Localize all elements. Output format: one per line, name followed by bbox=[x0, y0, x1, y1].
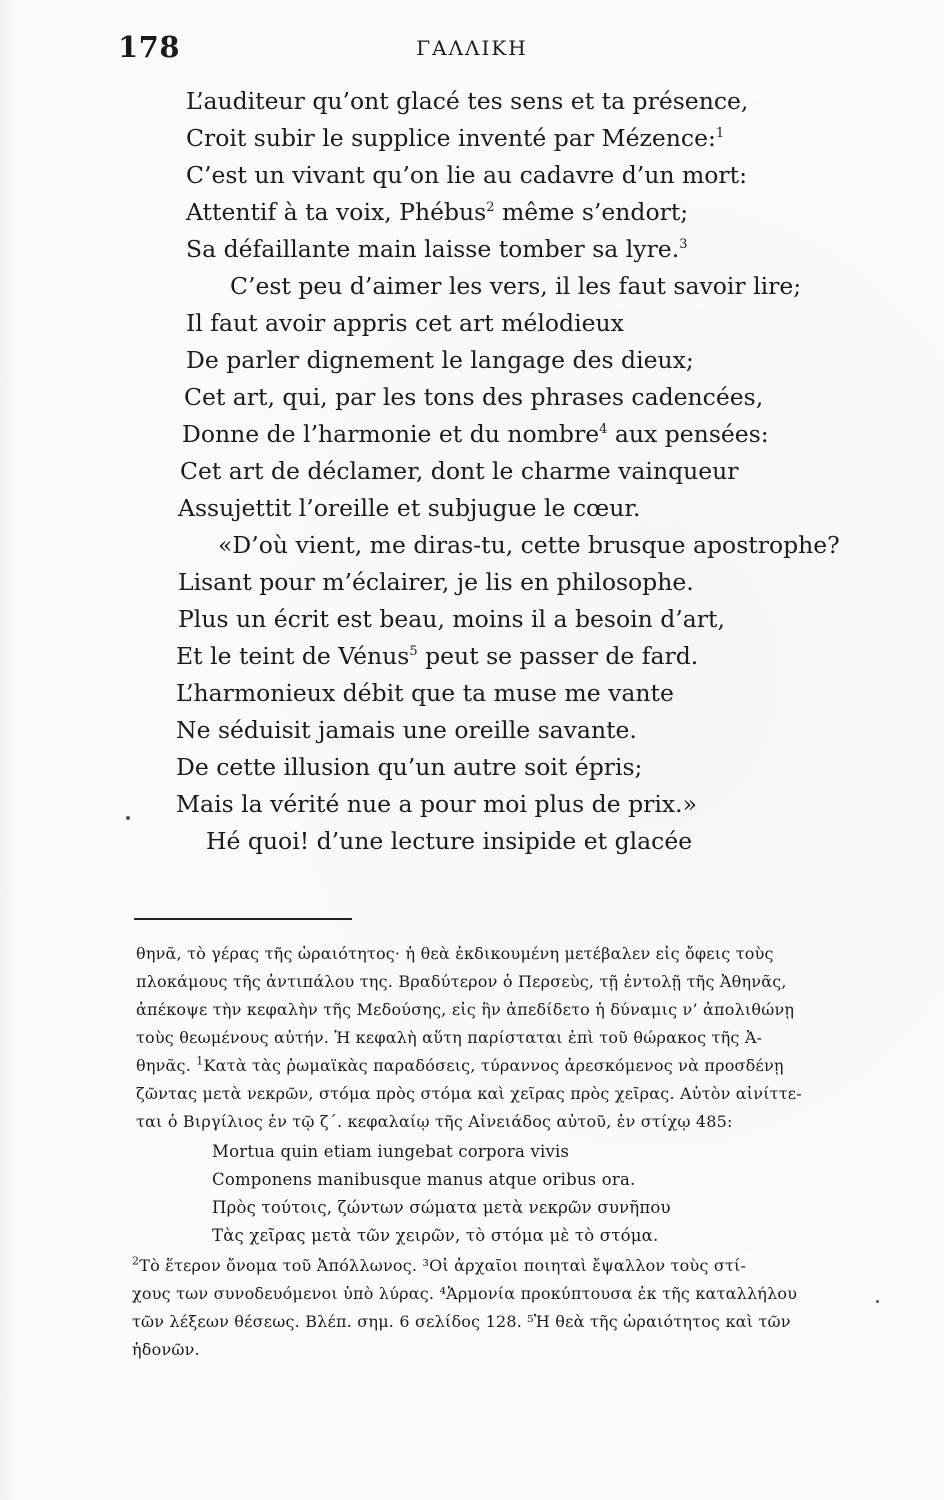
footnote-line: θηνᾶς. $^1$Κατὰ τὰς ῥωμαϊκὰς παραδόσεις, τύραννος ἀρεσκόμενος νὰ προσδένῃ bbox=[136, 1054, 784, 1075]
verse-line: «D’où vient, me diras-tu, cette brusque apostrophe? bbox=[218, 531, 840, 559]
paper-speck bbox=[876, 1300, 879, 1303]
running-title: ΓΑΛΛΙΚΗ bbox=[416, 36, 528, 60]
verse-line: Mais la vérité nue a pour moi plus de prix.» bbox=[176, 790, 697, 818]
verse-line: Il faut avoir appris cet art mélodieux bbox=[186, 309, 624, 337]
verse-line: Et le teint de Vénus$^5$ peut se passer de fard. bbox=[176, 642, 699, 670]
verse-line: Lisant pour m’éclairer, je lis en philosophe. bbox=[178, 568, 694, 596]
verse-line: Cet art de déclamer, dont le charme vainqueur bbox=[180, 457, 739, 485]
verse-line: L’auditeur qu’ont glacé tes sens et ta présence, bbox=[186, 87, 749, 115]
verse-line: L’harmonieux débit que ta muse me vante bbox=[176, 679, 674, 707]
verse-line: De cette illusion qu’un autre soit épris; bbox=[176, 753, 643, 781]
footnote-line: ἡδονῶν. bbox=[132, 1340, 200, 1359]
verse-line: Hé quoi! d’une lecture insipide et glacée bbox=[206, 827, 693, 855]
footnote-line: τοὺς θεωμένους αὐτήν. Ἡ κεφαλὴ αὕτη παρίσταται ἐπὶ τοῦ θώρακος τῆς Ἀ- bbox=[136, 1028, 763, 1047]
verse-line: Cet art, qui, par les tons des phrases cadencées, bbox=[184, 383, 764, 411]
footnote-line: ἀπέκοψε τὴν κεφαλὴν τῆς Μεδούσης, εἰς ἣν ἀπεδίδετο ἡ δύναμις ν’ ἀπολιθώνῃ bbox=[136, 1000, 795, 1019]
footnote-line: $^2$Τὸ ἕτερον ὄνομα τοῦ Ἀπόλλωνος. ³Οἱ ἀρχαῖοι ποιηταὶ ἔψαλλον τοὺς στί- bbox=[132, 1254, 747, 1275]
greek-quote-line: Τὰς χεῖρας μετὰ τῶν χειρῶν, τὸ στόμα μὲ τὸ στόμα. bbox=[212, 1226, 659, 1245]
footnote-line: τῶν λέξεων θέσεως. Βλέπ. σημ. 6 σελίδος 128. ⁵Ἡ θεὰ τῆς ὡραιότητος καὶ τῶν bbox=[132, 1312, 791, 1331]
verse-line: De parler dignement le langage des dieux; bbox=[186, 346, 694, 374]
latin-quote-line: Componens manibusque manus atque oribus ora. bbox=[212, 1170, 636, 1189]
footnote-line: ται ὁ Βιργίλιος ἐν τῷ ζ΄. κεφαλαίῳ τῆς Αἰνειάδος αὐτοῦ, ἐν στίχῳ 485: bbox=[136, 1112, 733, 1131]
latin-quote-line: Mortua quin etiam iungebat corpora vivis bbox=[212, 1142, 570, 1161]
verse-line: Assujettit l’oreille et subjugue le cœur. bbox=[178, 494, 641, 522]
verse-line: Donne de l’harmonie et du nombre$^4$ aux pensées: bbox=[182, 420, 769, 448]
verse-line: Attentif à ta voix, Phébus$^2$ même s’endort; bbox=[186, 198, 689, 226]
verse-line: C’est peu d’aimer les vers, il les faut savoir lire; bbox=[230, 272, 802, 300]
verse-line: C’est un vivant qu’on lie au cadavre d’un mort: bbox=[186, 161, 748, 189]
verse-line: Ne séduisit jamais une oreille savante. bbox=[176, 716, 637, 744]
page-number: 178 bbox=[118, 30, 181, 64]
footnote-rule bbox=[134, 918, 352, 920]
footnote-line: πλοκάμους τῆς ἀντιπάλου της. Βραδύτερον ὁ Περσεὺς, τῇ ἐντολῇ τῆς Ἀθηνᾶς, bbox=[136, 972, 787, 991]
footnote-line: χους των συνοδευόμενοι ὑπὸ λύρας. ⁴Ἁρμονία προκύπτουσα ἐκ τῆς καταλλήλου bbox=[132, 1284, 798, 1303]
verse-line: Plus un écrit est beau, moins il a besoin d’art, bbox=[178, 605, 725, 633]
greek-quote-line: Πρὸς τούτοις, ζώντων σώματα μετὰ νεκρῶν συνῆπου bbox=[212, 1198, 671, 1217]
footnote-line: θηνᾶ, τὸ γέρας τῆς ὡραιότητος· ἡ θεὰ ἐκδικουμένη μετέβαλεν εἰς ὄφεις τοὺς bbox=[136, 944, 774, 963]
paper-speck bbox=[126, 816, 130, 820]
verse-line: Croit subir le supplice inventé par Mézence:$^1$ bbox=[186, 124, 725, 152]
verse-line: Sa défaillante main laisse tomber sa lyre.$^3$ bbox=[186, 235, 688, 263]
footnote-line: ζῶντας μετὰ νεκρῶν, στόμα πρὸς στόμα καὶ χεῖρας πρὸς χεῖρας. Αὐτὸν αἰνίττε- bbox=[136, 1084, 802, 1103]
